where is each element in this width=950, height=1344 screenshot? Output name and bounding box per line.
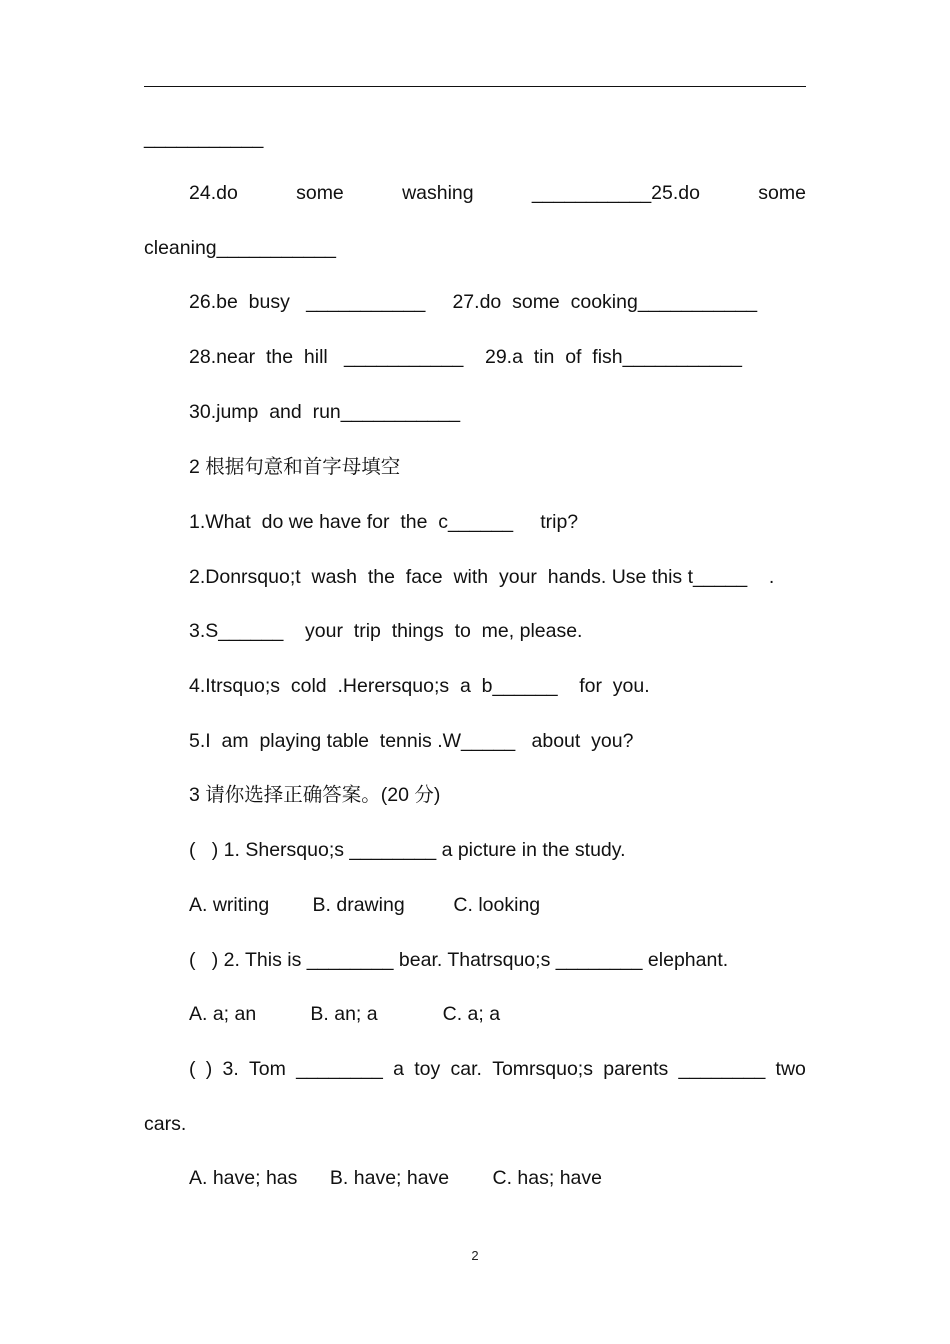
word: some bbox=[758, 182, 806, 204]
word: ________ bbox=[678, 1058, 766, 1080]
word: 3. bbox=[222, 1058, 239, 1080]
word: two bbox=[775, 1058, 806, 1080]
section-3-question-2-options: A. a; an B. an; a C. a; a bbox=[189, 1003, 501, 1025]
section-2-question-2: 2.Donrsquo;t wash the face with your hands. Use this t_____ . bbox=[189, 566, 775, 588]
word: toy bbox=[414, 1058, 441, 1080]
answer-blank-line: ___________ bbox=[144, 127, 264, 149]
item-28-29: 28.near the hill ___________ 29.a tin of fish___________ bbox=[189, 346, 742, 368]
section-2-heading: 2 根据句意和首字母填空 bbox=[189, 456, 401, 478]
section-3-question-3 bbox=[189, 1057, 806, 1081]
section-2-question-4: 4.Itrsquo;s cold .Herersquo;s a b______ for you. bbox=[189, 675, 650, 697]
word: ( bbox=[189, 1058, 196, 1080]
item-30: 30.jump and run___________ bbox=[189, 401, 461, 423]
page-number: 2 bbox=[471, 1248, 479, 1263]
word: ________ bbox=[296, 1058, 383, 1080]
section-3-question-1: ( ) 1. Shersquo;s ________ a picture in the study. bbox=[189, 839, 626, 861]
word: 24.do bbox=[189, 182, 238, 204]
word: Tom bbox=[249, 1058, 286, 1080]
item-26-27: 26.be busy ___________ 27.do some cooking___________ bbox=[189, 291, 758, 313]
word: ___________25.do bbox=[531, 182, 700, 204]
section-3-question-3-continued: cars. bbox=[144, 1113, 187, 1135]
word: a bbox=[393, 1058, 404, 1080]
section-3-heading: 3 请你选择正确答案。(20 分) bbox=[189, 784, 441, 806]
word: ) bbox=[205, 1058, 213, 1080]
section-3-question-2: ( ) 2. This is ________ bear. Thatrsquo;s ________ elephant. bbox=[189, 949, 729, 971]
section-2-question-5: 5.I am playing table tennis .W_____ about you? bbox=[189, 730, 634, 752]
section-2-question-3: 3.S______ your trip things to me, please. bbox=[189, 620, 583, 642]
item-25-continued: cleaning___________ bbox=[144, 237, 336, 259]
section-3-question-1-options: A. writing B. drawing C. looking bbox=[189, 894, 541, 916]
word: washing bbox=[402, 182, 474, 204]
word: some bbox=[296, 182, 344, 204]
word: parents bbox=[603, 1058, 669, 1080]
top-rule bbox=[144, 86, 806, 87]
word: car. bbox=[450, 1058, 482, 1080]
section-3-question-3-options: A. have; has B. have; have C. has; have bbox=[189, 1167, 602, 1189]
word: Tomrsquo;s bbox=[492, 1058, 593, 1080]
section-2-question-1: 1.What do we have for the c______ trip? bbox=[189, 511, 579, 533]
item-24-25-line bbox=[189, 181, 806, 205]
